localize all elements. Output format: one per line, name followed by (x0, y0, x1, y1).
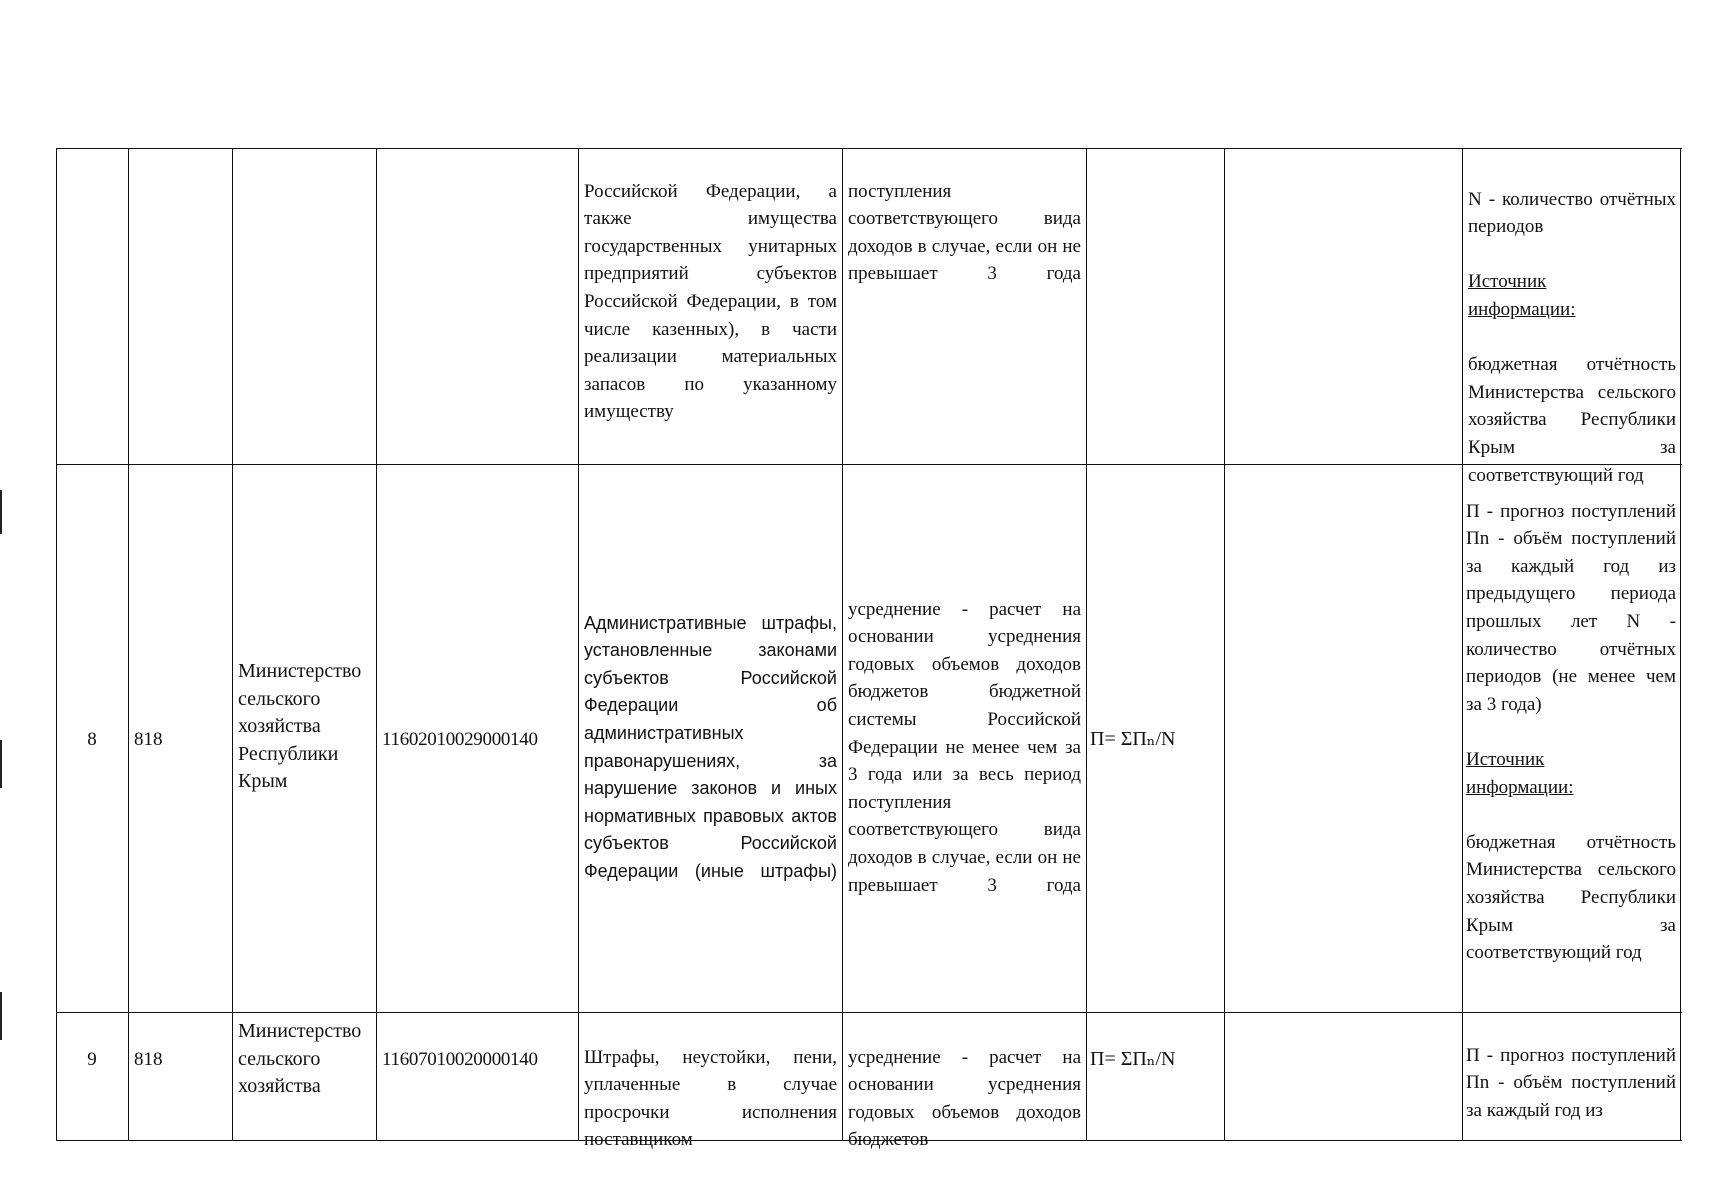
row-8-source-text: бюджетная отчётность Министерства сельского хозяйства Республики Крым за соответствующий год (1466, 831, 1676, 964)
row-9-method-text: усреднение - расчет на основании усреднения годовых объемов доходов бюджетов (848, 1046, 1081, 1151)
row-top-method-text: поступления соответствующего вида доходов в случае, если он не превышает 3 года (848, 180, 1081, 285)
row-8-code: 818 (134, 729, 163, 750)
row-8-revenue-name: Административные штрафы, установленные законами субъектов Российской Федерации об административных правонарушениях, за нарушение законов и иных нормативных правовых актов субъектов Российской Федерации (иные штрафы) (584, 612, 837, 881)
scan-margin-mark (0, 490, 2, 534)
scan-margin-mark (0, 740, 2, 788)
row-9-number: 9 (87, 1049, 97, 1070)
row-9-code: 818 (134, 1049, 163, 1070)
scan-margin-mark (0, 992, 2, 1040)
row-8-notes-text: П - прогноз поступлений Пn - объём поступлений за каждый год из предыдущего периода прошлых лет N - количество отчётных периодов (не менее чем за 3 года) (1466, 500, 1676, 715)
row-8-method-cell (848, 568, 1081, 988)
row-8-number: 8 (87, 729, 97, 750)
row-8-kbk-code: 11602010029000140 (382, 729, 538, 750)
row-top-notes-cell (1468, 158, 1676, 486)
row-8-formula: П= ΣПₙ/N (1090, 728, 1176, 750)
row-8-name-cell (584, 582, 837, 1002)
row-9-method-cell (848, 1016, 1081, 1151)
row-8-administrator: Министерство сельского хозяйства Республики Крым (238, 660, 362, 793)
row-8-method-text: усреднение - расчет на основании усреднения годовых объемов доходов бюджетов бюджетной системы Российской Федерации не менее чем за 3 года или за весь период поступления соответствующего вида доходов в случае, если он не превышает 3 года (848, 598, 1081, 896)
row-8-notes-cell (1466, 470, 1676, 1006)
row-9-revenue-name: Штрафы, неустойки, пени, уплаченные в случае просрочки исполнения поставщиком (584, 1046, 837, 1151)
row-9-administrator: Министерство сельского хозяйства (238, 1020, 362, 1098)
row-top-notes-line: N - количество отчётных периодов (1468, 188, 1676, 238)
revenue-forecast-table (56, 148, 1682, 1151)
row-top-source-label: Источник информации: (1468, 271, 1576, 320)
row-top-source-text: бюджетная отчётность Министерства сельского хозяйства Республики Крым за соответствующий год (1468, 354, 1676, 486)
row-9-name-cell (584, 1016, 837, 1151)
row-9-kbk-code: 11607010020000140 (382, 1049, 538, 1070)
row-9-notes-text: П - прогноз поступлений Пn - объём поступлений за каждый год из (1466, 1044, 1676, 1121)
row-8-source-label: Источник информации: (1466, 748, 1574, 798)
row-9-notes-cell (1466, 1014, 1676, 1138)
row-top-name-cell (584, 150, 837, 450)
row-9-formula: П= ΣПₙ/N (1090, 1048, 1176, 1070)
row-top-method-cell (848, 150, 1081, 285)
row-top-revenue-name: Российской Федерации, а также имущества государственных унитарных предприятий субъектов Российской Федерации, в том числе казенных), в части реализации материальных запасов по указанному имуществу (584, 180, 837, 423)
